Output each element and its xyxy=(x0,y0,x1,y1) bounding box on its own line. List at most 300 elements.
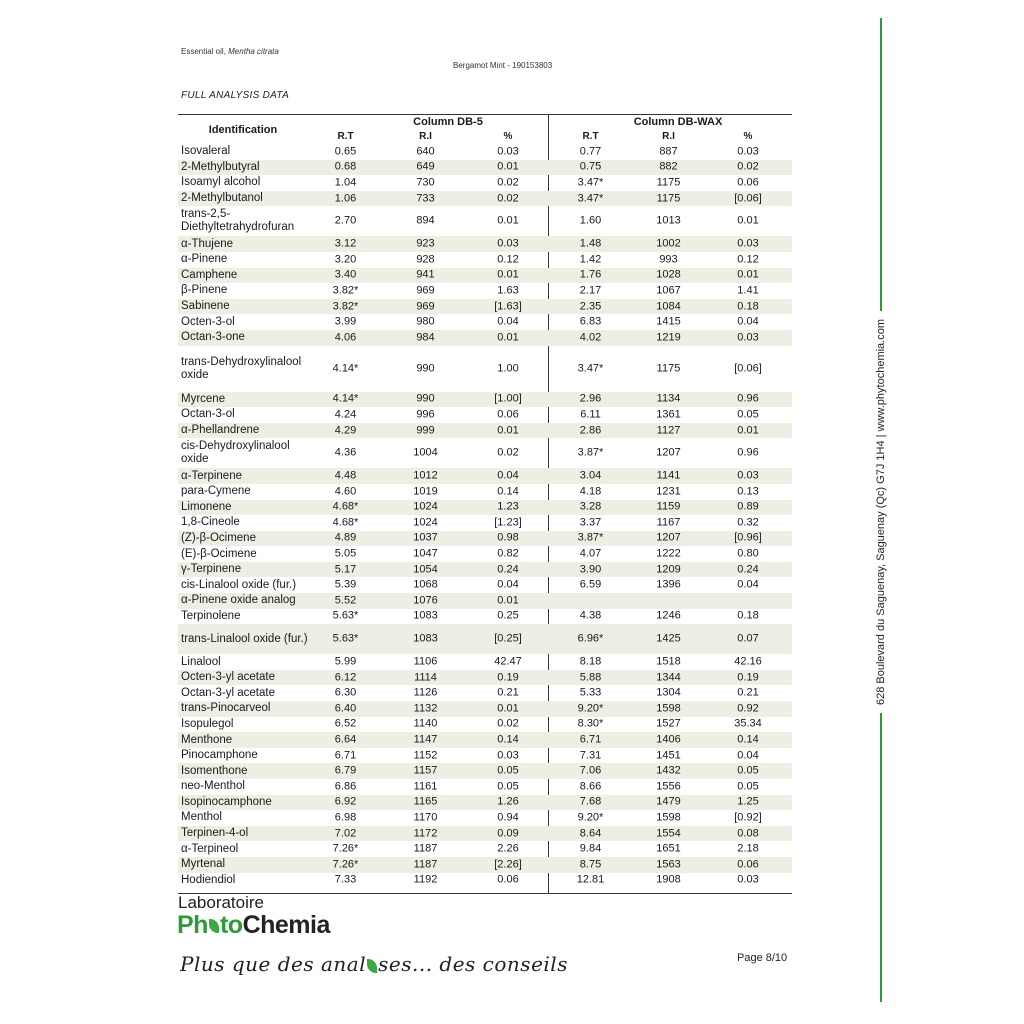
table-cell: 0.19 xyxy=(497,671,519,684)
table-row xyxy=(178,609,792,625)
table-cell: 1.06 xyxy=(334,192,357,205)
table-row xyxy=(178,144,792,160)
table-cell: 0.01 xyxy=(497,331,519,344)
table-cell: 1.60 xyxy=(579,214,602,227)
table-cell: 0.03 xyxy=(737,331,759,344)
table-cell: 0.05 xyxy=(737,408,759,421)
table-cell: 0.04 xyxy=(497,315,519,328)
table-cell: 0.05 xyxy=(737,764,759,777)
page-number: Page 8/10 xyxy=(737,952,788,964)
table-cell: 1451 xyxy=(656,749,681,762)
table-cell: 1527 xyxy=(656,717,681,730)
table-cell: 1170 xyxy=(413,811,438,824)
compound-name: α-Pinene oxide analog xyxy=(181,594,296,607)
table-cell: 969 xyxy=(416,300,435,313)
table-cell: 1.26 xyxy=(497,795,519,808)
table-cell: 3.37 xyxy=(579,516,602,529)
table-cell: 6.96* xyxy=(577,632,604,645)
table-cell: 1.76 xyxy=(579,268,602,281)
table-cell: 2.70 xyxy=(334,214,357,227)
table-cell: 1167 xyxy=(656,516,681,529)
table-cell: 0.01 xyxy=(737,214,759,227)
table-cell: 0.03 xyxy=(497,749,519,762)
table-row xyxy=(178,175,792,191)
table-cell: 996 xyxy=(416,408,435,421)
table-cell: 1126 xyxy=(413,686,438,699)
table-cell: 7.68 xyxy=(579,795,602,808)
rt-header-dbwax: R.T xyxy=(582,131,599,142)
table-row xyxy=(178,795,792,811)
table-cell: 1425 xyxy=(656,632,681,645)
table-cell: [0.92] xyxy=(734,811,762,824)
table-cell: 0.03 xyxy=(737,469,759,482)
table-row xyxy=(178,392,792,408)
compound-name: Isovaleral xyxy=(181,145,231,158)
table-cell: 1.04 xyxy=(334,176,357,189)
table-cell: 0.02 xyxy=(497,176,519,189)
table-cell: 0.03 xyxy=(737,873,759,886)
compound-name: Octan-3-ol xyxy=(181,408,235,421)
table-cell: 5.17 xyxy=(334,563,357,576)
table-cell: 1598 xyxy=(656,702,681,715)
table-cell: 8.66 xyxy=(579,780,602,793)
sample-label: Bergamot Mint - 190153803 xyxy=(453,61,553,70)
table-cell: 0.68 xyxy=(334,160,357,173)
table-cell: 4.36 xyxy=(334,446,357,459)
table-cell: 0.03 xyxy=(737,145,759,158)
compound-name: Pinocamphone xyxy=(181,749,258,762)
table-cell: 0.21 xyxy=(497,686,519,699)
table-cell: [0.06] xyxy=(734,362,762,375)
table-cell: 0.08 xyxy=(737,827,759,840)
table-cell: 1002 xyxy=(656,237,681,250)
table-row xyxy=(178,779,792,795)
table-cell: 6.59 xyxy=(579,578,602,591)
compound-name: Isomenthone xyxy=(181,764,248,777)
table-header xyxy=(178,114,792,144)
table-cell: 0.03 xyxy=(497,145,519,158)
column-dbwax-header: Column DB-WAX xyxy=(633,116,723,128)
table-cell: 0.04 xyxy=(497,578,519,591)
table-cell: 1231 xyxy=(656,485,681,498)
table-cell: 0.06 xyxy=(737,176,759,189)
compound-name: Octen-3-yl acetate xyxy=(181,671,275,684)
table-cell: 0.24 xyxy=(737,563,759,576)
table-cell: 0.94 xyxy=(497,811,519,824)
table-cell: 984 xyxy=(416,331,435,344)
table-cell: 730 xyxy=(416,176,435,189)
compound-name: (Z)-β-Ocimene xyxy=(181,531,256,544)
table-cell: 4.18 xyxy=(579,485,602,498)
table-cell: 1.00 xyxy=(497,362,519,375)
table-row xyxy=(178,841,792,857)
table-cell: 5.39 xyxy=(334,578,357,591)
table-cell: 3.82* xyxy=(332,284,359,297)
leaf-icon xyxy=(209,919,219,933)
table-cell: 0.04 xyxy=(737,749,759,762)
table-cell: 1161 xyxy=(413,780,438,793)
table-cell: 1396 xyxy=(656,578,681,591)
table-cell: [0.06] xyxy=(734,192,762,205)
table-cell: 5.63* xyxy=(332,609,359,622)
pct-header-db5: % xyxy=(503,131,513,142)
table-cell: 4.06 xyxy=(334,331,357,344)
slogan-part-1: Plus que des anal xyxy=(180,952,367,976)
table-row xyxy=(178,717,792,733)
table-cell: 0.82 xyxy=(497,547,519,560)
slogan xyxy=(180,952,568,976)
table-cell: 990 xyxy=(416,392,435,405)
table-cell: 0.01 xyxy=(497,702,519,715)
table-cell: 8.18 xyxy=(579,655,602,668)
compound-name: Camphene xyxy=(181,268,238,281)
table-cell: 0.03 xyxy=(497,237,519,250)
table-cell: 0.04 xyxy=(737,315,759,328)
compound-name: 2-Methylbutanol xyxy=(181,192,263,205)
table-cell: 1.25 xyxy=(737,795,759,808)
table-cell: 1651 xyxy=(656,842,681,855)
table-cell: 3.82* xyxy=(332,300,359,313)
table-cell: 35.34 xyxy=(734,717,762,730)
table-row xyxy=(178,732,792,748)
table-cell: 0.25 xyxy=(497,609,519,622)
table-cell: 1207 xyxy=(656,531,681,544)
table-row xyxy=(178,283,792,299)
ri-header-dbwax: R.I xyxy=(662,131,675,142)
table-cell: 1047 xyxy=(413,547,438,560)
table-cell: 0.01 xyxy=(737,424,759,437)
compound-name: Terpinen-4-ol xyxy=(181,827,249,840)
table-cell: 1175 xyxy=(656,362,681,375)
table-cell: 0.06 xyxy=(737,858,759,871)
table-cell: 928 xyxy=(416,253,435,266)
table-cell: 733 xyxy=(416,192,435,205)
table-cell: 0.12 xyxy=(737,253,759,266)
compound-name: Isoamyl alcohol xyxy=(181,176,261,189)
table-cell: 1076 xyxy=(413,594,438,607)
table-row xyxy=(178,438,792,468)
compound-name: Linalool xyxy=(181,655,221,668)
table-cell: 1.63 xyxy=(497,284,519,297)
compound-name: γ-Terpinene xyxy=(181,563,242,576)
table-cell: 1479 xyxy=(656,795,681,808)
table-cell: 1147 xyxy=(413,733,438,746)
table-cell: 8.75 xyxy=(579,858,602,871)
table-cell: 0.09 xyxy=(497,827,519,840)
table-cell: 7.26* xyxy=(332,858,359,871)
table-cell: 1598 xyxy=(656,811,681,824)
table-cell: 1114 xyxy=(414,671,437,684)
table-cell: 4.38 xyxy=(579,609,602,622)
table-cell: 1024 xyxy=(413,516,438,529)
table-cell: 2.26 xyxy=(497,842,519,855)
table-row xyxy=(178,299,792,315)
table-row xyxy=(178,268,792,284)
table-cell: [2.26] xyxy=(494,858,522,871)
table-cell: 5.88 xyxy=(579,671,602,684)
table-cell: 0.12 xyxy=(497,253,519,266)
table-cell: 3.87* xyxy=(577,531,604,544)
compound-name: trans-Linalool oxide (fur.) xyxy=(181,632,308,645)
table-cell: [0.25] xyxy=(494,632,522,645)
table-cell: 1406 xyxy=(656,733,681,746)
table-cell: 6.86 xyxy=(334,780,357,793)
table-cell: 3.28 xyxy=(579,500,602,513)
table-cell: 1187 xyxy=(413,842,438,855)
table-cell: 3.87* xyxy=(577,446,604,459)
table-cell: 0.02 xyxy=(497,717,519,730)
compound-name: α-Thujene xyxy=(181,237,234,250)
sprout-icon xyxy=(367,959,377,973)
table-bottom-rule xyxy=(178,893,792,894)
table-cell: 2.96 xyxy=(579,392,602,405)
table-cell: 6.30 xyxy=(334,686,357,699)
table-cell: 1908 xyxy=(656,873,681,886)
table-cell: 0.06 xyxy=(497,873,519,886)
table-cell: 1012 xyxy=(413,469,438,482)
table-row xyxy=(178,654,792,670)
table-cell: 0.24 xyxy=(497,563,519,576)
table-cell: 6.83 xyxy=(579,315,602,328)
table-cell: 999 xyxy=(416,424,435,437)
table-cell: 923 xyxy=(416,237,435,250)
table-cell: 9.20* xyxy=(577,702,604,715)
logo-chemia: Chemia xyxy=(242,911,330,939)
compound-name: neo-Menthol xyxy=(181,780,245,793)
compound-name: cis-Dehydroxylinalool oxide xyxy=(181,440,290,466)
identification-header: Identification xyxy=(208,124,278,136)
table-row xyxy=(178,748,792,764)
table-cell: [1.23] xyxy=(494,516,522,529)
table-cell: 2.17 xyxy=(579,284,602,297)
side-address: 628 Boulevard du Saguenay, Saguenay (Qc) G7J 1H4 | www.phytochemia.com xyxy=(875,311,887,713)
table-row xyxy=(178,562,792,578)
table-cell: 990 xyxy=(416,362,435,375)
compound-name: Isopinocamphone xyxy=(181,795,272,808)
table-cell: 1344 xyxy=(656,671,681,684)
table-cell: 1157 xyxy=(413,764,438,777)
table-cell: 6.92 xyxy=(334,795,357,808)
section-title: FULL ANALYSIS DATA xyxy=(181,90,290,101)
compound-name: α-Terpineol xyxy=(181,842,239,855)
table-cell: 0.01 xyxy=(497,424,519,437)
table-row xyxy=(178,330,792,346)
table-cell: 4.89 xyxy=(334,531,357,544)
table-cell: 1563 xyxy=(656,858,681,871)
table-cell: 3.12 xyxy=(334,237,357,250)
table-cell: [0.96] xyxy=(734,531,762,544)
compound-name: Limonene xyxy=(181,500,232,513)
table-cell: 1246 xyxy=(656,609,681,622)
table-cell: 1.23 xyxy=(497,500,519,513)
table-cell: 5.99 xyxy=(334,655,357,668)
table-cell: 9.84 xyxy=(579,842,602,855)
table-cell: 1.42 xyxy=(579,253,602,266)
table-cell: 0.04 xyxy=(737,578,759,591)
table-cell: 4.24 xyxy=(334,408,357,421)
table-cell: 0.02 xyxy=(497,446,519,459)
table-cell: 1172 xyxy=(413,827,438,840)
table-cell: 0.14 xyxy=(497,485,519,498)
table-cell: 1187 xyxy=(413,858,438,871)
compound-name: α-Terpinene xyxy=(181,469,242,482)
table-row xyxy=(178,670,792,686)
table-cell: 4.14* xyxy=(332,392,359,405)
table-cell: 980 xyxy=(416,315,435,328)
table-cell: 1028 xyxy=(656,268,681,281)
table-cell: 0.96 xyxy=(737,392,759,405)
table-cell: 0.05 xyxy=(497,780,519,793)
table-row xyxy=(178,577,792,593)
table-cell: 4.29 xyxy=(334,424,357,437)
table-cell: 7.02 xyxy=(334,827,357,840)
table-cell: 0.14 xyxy=(737,733,759,746)
table-cell: 7.33 xyxy=(334,873,357,886)
table-row xyxy=(178,531,792,547)
table-cell: 1054 xyxy=(413,563,438,576)
table-cell: 3.04 xyxy=(579,469,602,482)
analysis-table xyxy=(178,114,792,888)
table-cell: 0.80 xyxy=(737,547,759,560)
table-cell: 1013 xyxy=(656,214,681,227)
table-cell: 887 xyxy=(659,145,678,158)
table-cell: 0.92 xyxy=(737,702,759,715)
logo-ph: Ph xyxy=(177,911,208,939)
table-cell: 0.03 xyxy=(737,237,759,250)
table-cell: 1068 xyxy=(413,578,438,591)
table-cell: 3.20 xyxy=(334,253,357,266)
compound-name: 1,8-Cineole xyxy=(181,516,240,529)
table-row xyxy=(178,407,792,423)
compound-name: para-Cymene xyxy=(181,485,251,498)
table-cell: 42.47 xyxy=(494,655,522,668)
ri-header-db5: R.I xyxy=(419,131,432,142)
table-cell: 1518 xyxy=(656,655,681,668)
table-cell: 3.90 xyxy=(579,563,602,576)
table-cell: [1.00] xyxy=(494,392,522,405)
table-cell: 0.01 xyxy=(497,160,519,173)
pct-header-dbwax: % xyxy=(743,131,753,142)
compound-name: β-Pinene xyxy=(181,284,228,297)
table-row xyxy=(178,252,792,268)
table-cell: 0.01 xyxy=(497,594,519,607)
product-latin-name: Mentha citrata xyxy=(228,47,279,56)
compound-name: Sabinene xyxy=(181,300,230,313)
table-cell: 969 xyxy=(416,284,435,297)
compound-name: trans-Pinocarveol xyxy=(181,702,271,715)
compound-name: Octan-3-one xyxy=(181,331,245,344)
column-db5-header: Column DB-5 xyxy=(413,116,483,128)
table-cell: 1152 xyxy=(413,749,438,762)
table-cell: 0.19 xyxy=(737,671,759,684)
table-cell: 0.18 xyxy=(737,609,759,622)
table-cell: 3.47* xyxy=(577,192,604,205)
table-cell: 4.48 xyxy=(334,469,357,482)
table-cell: 0.05 xyxy=(737,780,759,793)
table-cell: 2.35 xyxy=(579,300,602,313)
compound-name: Isopulegol xyxy=(181,717,234,730)
table-row xyxy=(178,826,792,842)
table-row xyxy=(178,160,792,176)
table-cell: 1207 xyxy=(656,446,681,459)
compound-name: Menthone xyxy=(181,733,233,746)
slogan-part-2: ses... des conseils xyxy=(378,952,568,976)
table-cell: 1083 xyxy=(413,609,438,622)
table-row xyxy=(178,685,792,701)
table-cell: 1019 xyxy=(413,485,438,498)
table-row xyxy=(178,873,792,889)
table-cell: 0.32 xyxy=(737,516,759,529)
table-cell: 2.86 xyxy=(579,424,602,437)
table-cell: 1175 xyxy=(656,192,681,205)
compound-name: trans-Dehydroxylinalool oxide xyxy=(181,355,302,381)
table-cell: 0.14 xyxy=(497,733,519,746)
table-cell: 1106 xyxy=(413,655,438,668)
table-cell: 1175 xyxy=(656,176,681,189)
table-cell: 4.68* xyxy=(332,516,359,529)
table-cell: 6.11 xyxy=(580,408,601,421)
table-cell: 0.01 xyxy=(737,268,759,281)
table-row xyxy=(178,810,792,826)
table-row xyxy=(178,191,792,207)
table-cell: 1219 xyxy=(656,331,681,344)
compound-name: Myrcene xyxy=(181,392,226,405)
table-cell: 0.01 xyxy=(497,214,519,227)
compound-name: (E)-β-Ocimene xyxy=(181,547,257,560)
table-cell: 1024 xyxy=(413,500,438,513)
compound-name: Octan-3-yl acetate xyxy=(181,686,275,699)
table-row xyxy=(178,314,792,330)
table-row xyxy=(178,763,792,779)
table-cell: 4.07 xyxy=(579,547,602,560)
table-cell: 1083 xyxy=(413,632,438,645)
table-cell: 4.68* xyxy=(332,500,359,513)
phytochemia-logo xyxy=(177,911,330,940)
table-row xyxy=(178,346,792,392)
table-cell: 993 xyxy=(659,253,678,266)
table-cell: 5.52 xyxy=(334,594,357,607)
table-cell: 0.01 xyxy=(497,268,519,281)
table-cell: 0.75 xyxy=(579,160,602,173)
table-row xyxy=(178,423,792,439)
table-cell: 4.02 xyxy=(579,331,602,344)
table-cell: 12.81 xyxy=(576,873,605,886)
table-cell: 4.14* xyxy=(332,362,359,375)
table-cell: 6.52 xyxy=(334,717,357,730)
table-cell: 3.40 xyxy=(334,268,357,281)
table-cell: 0.65 xyxy=(334,145,357,158)
table-cell: 6.71 xyxy=(579,733,602,746)
table-cell: 1415 xyxy=(656,315,681,328)
table-cell: 1361 xyxy=(656,408,681,421)
table-row xyxy=(178,857,792,873)
table-row xyxy=(178,206,792,236)
table-cell: 894 xyxy=(416,214,435,227)
table-cell: 1556 xyxy=(656,780,681,793)
table-cell: 1304 xyxy=(656,686,681,699)
table-cell: [1.63] xyxy=(494,300,522,313)
table-cell: 1222 xyxy=(656,547,681,560)
table-cell: 1140 xyxy=(413,717,438,730)
compound-name: Hodiendiol xyxy=(181,873,236,886)
table-cell: 1037 xyxy=(413,531,438,544)
table-row xyxy=(178,624,792,654)
document-product-label xyxy=(181,47,279,56)
table-cell: 1165 xyxy=(413,795,438,808)
table-cell: 0.02 xyxy=(497,192,519,205)
table-cell: 42.16 xyxy=(734,655,762,668)
product-prefix: Essential oil, xyxy=(181,47,229,56)
